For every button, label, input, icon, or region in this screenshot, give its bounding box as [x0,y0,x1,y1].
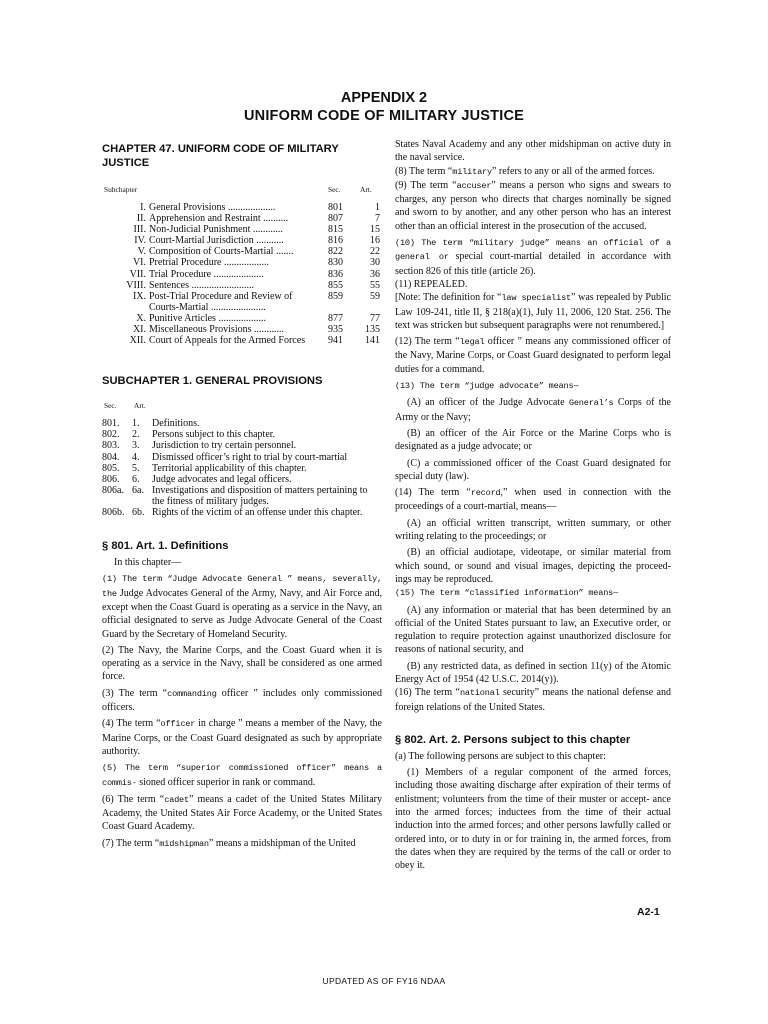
section-number: 803. [102,440,120,452]
toc-col-art: Art. [360,185,372,194]
subchapter-art: 77 [370,312,380,324]
article-number: 1. [132,418,140,430]
subchapter-roman: XI. [132,324,146,336]
subchapter-roman: III. [133,224,146,236]
subchapter-roman: VII. [129,268,146,280]
chapter-title: CHAPTER 47. UNIFORM CODE OF MILITARY JUSTICE [102,143,339,169]
subchapter-table [102,202,382,346]
toc-col-sec: Sec. [328,185,341,194]
subchapter-roman: X. [136,312,146,324]
subchapter-sec: 935 [328,324,343,336]
subchapter-title: Punitive Articles ................... [149,312,266,324]
definition-15b: (B) any restricted data, as defined in section 11(y) of the Atomic Energy Act of 1954 (42 U.S.C. 2014(y)). [395,660,671,685]
article-number: 6b. [132,506,145,518]
section-list-item [102,463,382,474]
subchapter-title: General Provisions ................... [149,202,276,213]
subchapter-sec: 855 [328,279,343,291]
definition-7: (7) The term “midshipman” means a midshipman of the United [102,837,356,849]
subchapter-art: 55 [370,279,380,291]
subchapter-title: Court-Martial Jurisdiction ........... [149,235,284,247]
document-title: UNIFORM CODE OF MILITARY JUSTICE [243,108,525,124]
definition-9: (9) The term “accuser” means a person who signs and swears to charges, any person who directs that charges nominally be signed and sworn to by another, and any other person who has an interest other than an official interest in the prosecution of the accused. [395,179,671,232]
definition-1: (1) The term “Judge Advocate General ” means, severally, the Judge Advocates General of the Army, Navy, and Air Force and, except when the Coast Guard is operating as a service in the Navy, an official designated to serve as Judge Advocate General of the Coast Guard by the Secretary of Homeland Security. [102,574,382,640]
update-notice: UPDATED AS OF FY16 NDAA [322,976,446,986]
section-list-item [102,507,382,518]
section-number: 801. [102,418,120,430]
article-number: 3. [132,440,140,452]
subchapter-row [102,269,382,280]
subchapter1-title: SUBCHAPTER 1. GENERAL PROVISIONS [102,375,323,388]
section-number: 806a. [102,484,124,496]
subchapter-art: 15 [370,224,380,236]
toc-header [102,185,382,197]
section-list-header [102,401,382,413]
page-number: A2-1 [637,906,660,918]
subchapter-sec: 815 [328,224,343,236]
subchapter-row [102,202,382,213]
definition-14a: (A) an official written transcript, written summary, or other writing relating to the proceedings; or [395,517,671,543]
toc-col-subchapter: Subchapter [104,185,138,194]
definition-2: (2) The Navy, the Marine Corps, and the Coast Guard when it is operating as a service in the Navy, shall be considered as one armed force. [102,644,382,683]
definition-11: (11) REPEALED. [395,278,468,290]
definition-13a: (A) an officer of the Judge Advocate General’s Corps of the Army or the Navy; [395,397,671,423]
section-title: Definitions. [152,418,200,430]
subchapter-row [102,257,382,268]
subchapter-title: Sentences ......................... [149,279,254,291]
section-title: Rights of the victim of an offense under this chapter. [152,506,363,518]
subchapter-sec: 836 [328,268,343,280]
definition-13c: (C) a commissioned officer of the Coast Guard designated for special duty (law). [395,457,671,482]
section-802-heading: § 802. Art. 2. Persons subject to this chapter [395,733,631,746]
section-title: Dismissed officer’s right to trial by court-martial [152,451,348,463]
section-802-a: (a) The following persons are subject to this chapter: [395,750,606,762]
definition-12: (12) The term “legal officer ” means any commissioned officer of the Navy, Marine Corps, or Coast Guard designated to perform legal duties for a command. [395,336,671,375]
section-number: 806b. [102,506,125,518]
definition-13b: (B) an officer of the Air Force or the Marine Corps who is designated as a judge advocate; or [395,427,671,453]
article-number: 6. [132,473,140,485]
subchapter-title: Trial Procedure .................... [149,268,264,280]
section-list [102,418,382,518]
subchapter-title: Apprehension and Restraint .......... [149,213,289,225]
definition-7-continued: States Naval Academy and any other midshipman on active duty in the naval service. [395,139,671,164]
subchapter-roman: V. [137,246,146,258]
definition-6: (6) The term “cadet” means a cadet of the United States Military Academy, the United States Air Force Academy, or the United States Coast Guard Academy. [102,793,382,833]
section-title: Investigations and disposition of matters pertaining to the fitness of military judges. [152,484,368,507]
subchapter-art: 16 [370,235,380,247]
section-title: Territorial applicability of this chapter. [152,462,307,474]
subchapter-sec: 801 [328,202,343,213]
subchapter-roman: I. [140,202,146,213]
section-list-item [102,429,382,440]
subchapter-roman: VIII. [126,279,146,291]
subchapter-art: 7 [375,213,380,225]
subchapter-title: Courts-Martial ...................... [149,301,266,313]
left-column [102,138,382,851]
article-number: 6a. [132,484,144,496]
subchapter-roman: VI. [132,257,146,269]
subchapter-roman: XII. [129,335,146,347]
subchapter-row [102,302,382,313]
definition-10: (10) The term “military judge” means an official of a general or special court-martial detailed in accordance with section 826 of this title (article 26). [395,238,671,277]
subchapter-art: 1 [375,202,380,213]
subchapter-sec: 816 [328,235,343,247]
subchapter-art: 36 [370,268,380,280]
subchapter-title: Court of Appeals for the Armed Forces [149,335,306,347]
subchapter-row [102,291,382,302]
right-column [395,138,671,873]
subchapter-sec: 807 [328,213,343,225]
definition-8: (8) The term “military” refers to any or all of the armed forces. [395,165,655,177]
section-number: 804. [102,451,120,463]
subchapter-sec: 822 [328,246,343,258]
section-number: 806. [102,473,120,485]
article-number: 5. [132,462,140,474]
article-number: 4. [132,451,140,463]
section-list-item [102,474,382,485]
definition-4: (4) The term “officer in charge ” means a member of the Navy, the Marine Corps, or the Coast Guard designated as such by appropriate authority. [102,718,382,757]
section-list-item [102,452,382,463]
section-number: 802. [102,429,120,441]
subchapter-title: Miscellaneous Provisions ............ [149,324,284,336]
subchapter-row [102,235,382,246]
section-list-item [102,418,382,429]
section-list-item [102,440,382,451]
subchapter-art: 30 [370,257,380,269]
section-801-intro: In this chapter— [114,557,182,569]
appendix-label: APPENDIX 2 [340,90,428,106]
subchapter-row [102,313,382,324]
subchapter-title: Non-Judicial Punishment ............ [149,224,283,236]
definition-14b: (B) an official audiotape, videotape, or similar material from which sound, or sound and visual images, depicting the proceed- ings may be reproduced. [395,547,671,585]
section-title: Judge advocates and legal officers. [152,473,292,485]
subchapter-roman: IV. [134,235,146,247]
subchapter-row [102,280,382,291]
definition-11-note: [Note: The definition for “law specialist” was repealed by Public Law 109-241, title II, § 218(a)(1), July 11, 2006, 120 Stat. 256. The text was stricken but subsequent paragraphs were not renumbered.] [395,292,671,331]
section-col-sec: Sec. [104,401,117,411]
subchapter-art: 141 [365,335,380,347]
definition-16: (16) The term “national security” means the national defense and foreign relations of the United States. [395,687,671,713]
subchapter-art: 22 [370,246,380,258]
section-title: Persons subject to this chapter. [152,429,276,441]
subchapter-sec: 859 [328,290,343,302]
subchapter-row [102,213,382,224]
subchapter-row [102,224,382,235]
definition-15: (15) The term “classified information” means— [395,588,619,599]
subchapter-row [102,335,382,346]
section-list-item [102,485,382,507]
definition-14: (14) The term “record,” when used in connection with the proceedings of a court-martial, means— [395,487,671,513]
section-number: 805. [102,462,120,474]
section-col-art: Art. [134,401,146,411]
subchapter-title: Post-Trial Procedure and Review of [149,290,293,302]
definition-5: (5) The term “superior commissioned officer” means a commis- sioned officer superior in rank or command. [102,763,382,788]
subchapter-sec: 877 [328,312,343,324]
subchapter-title: Composition of Courts-Martial ....... [149,246,294,258]
section-802-a1: (1) Members of a regular component of the armed forces, including those awaiting discharge after expiration of their terms of enlistment; volunteers from the time of their muster or accept- ance into the armed forces; inductees from the time of their actual induction into the armed forces; and other persons lawfully called or ordered into, or to duty in or for training in, the armed forces, from the dates when they are required by the terms of the call or order to obey it. [395,767,671,872]
section-title: Jurisdiction to try certain personnel. [152,440,297,452]
subchapter-sec: 830 [328,257,343,269]
definition-15a: (A) any information or material that has been determined by an official of the United States pursuant to law, an Executive order, or regulation to require protection against unauthorized disclosure for reasons of national security, and [395,604,671,656]
subchapter-roman: IX. [132,290,146,302]
definition-3: (3) The term “commanding officer ” includes only commissioned officers. [102,687,382,714]
subchapter-row [102,324,382,335]
subchapter-sec: 941 [328,335,343,347]
subchapter-roman: II. [136,213,146,225]
subchapter-title: Pretrial Procedure .................. [149,257,269,269]
subchapter-art: 135 [365,324,380,336]
article-number: 2. [132,429,140,441]
subchapter-row [102,246,382,257]
subchapter-art: 59 [370,290,380,302]
definition-13: (13) The term “judge advocate” means— [395,381,579,392]
section-801-heading: § 801. Art. 1. Definitions [102,540,229,553]
